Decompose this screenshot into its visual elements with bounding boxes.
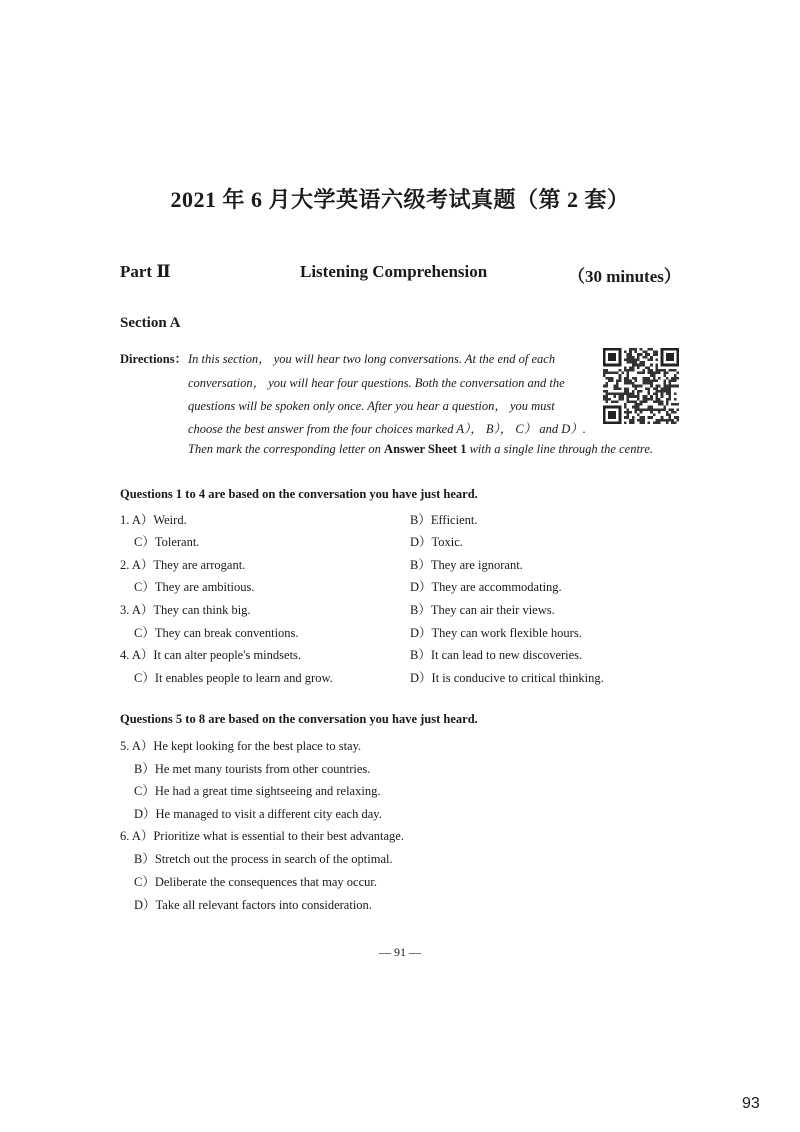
page-footer: — 91 — [379, 945, 421, 959]
question-option: B）They can air their views. [410, 603, 555, 617]
directions-line: choose the best answer from the four choices marked A）， B）， C） and D）. [188, 422, 586, 436]
question-option: D）They are accommodating. [410, 580, 562, 594]
question-option: C）It enables people to learn and grow. [134, 671, 333, 685]
question-option: D）Take all relevant factors into consideration. [134, 898, 372, 912]
directions-line: conversation， you will hear four questions. Both the conversation and the [188, 376, 565, 390]
directions-line-last: Then mark the corresponding letter on Answer Sheet 1 with a single line through the centre. [188, 442, 654, 456]
question-option: D）He managed to visit a different city each day. [134, 807, 382, 821]
question-group-heading: Questions 5 to 8 are based on the conversation you have just heard. [120, 712, 478, 726]
question-option: D）Toxic. [410, 535, 463, 549]
question-group-heading: Questions 1 to 4 are based on the conversation you have just heard. [120, 487, 478, 501]
question-option: D）It is conducive to critical thinking. [410, 671, 604, 685]
question-option: C）They are ambitious. [134, 580, 255, 594]
question-option: 2. A）They are arrogant. [120, 558, 246, 572]
section-heading: Section A [120, 315, 181, 331]
question-option: C）He had a great time sightseeing and relaxing. [134, 784, 381, 798]
question-option: 3. A）They can think big. [120, 603, 251, 617]
answer-sheet-label: Answer Sheet 1 [384, 442, 467, 456]
question-option: B）He met many tourists from other countries. [134, 762, 371, 776]
question-option: D）They can work flexible hours. [410, 626, 582, 640]
qr-code [603, 348, 679, 424]
question-option: 5. A）He kept looking for the best place to stay. [120, 739, 362, 753]
page-title: 2021 年 6 月大学英语六级考试真题（第 2 套） [170, 187, 630, 212]
question-option: 4. A）It can alter people's mindsets. [120, 648, 302, 662]
question-option: B）Efficient. [410, 513, 478, 527]
directions-line: In this section， you will hear two long conversations. At the end of each [188, 352, 556, 366]
part-time: （30 minutes） [568, 267, 681, 286]
page-number: 93 [742, 1095, 760, 1112]
question-option: 6. A）Prioritize what is essential to their best advantage. [120, 829, 404, 843]
directions-line: questions will be spoken only once. After you hear a question， you must [188, 399, 555, 413]
part-name: Listening Comprehension [300, 262, 488, 281]
question-option: C）Deliberate the consequences that may occur. [134, 875, 377, 889]
question-option: C）Tolerant. [134, 535, 200, 549]
question-option: B）Stretch out the process in search of the optimal. [134, 852, 393, 866]
question-option: C）They can break conventions. [134, 626, 299, 640]
directions-label: Directions： [120, 352, 188, 366]
part-number: Part Ⅱ [120, 262, 171, 281]
question-option: 1. A）Weird. [120, 513, 187, 527]
question-option: B）It can lead to new discoveries. [410, 648, 583, 662]
question-option: B）They are ignorant. [410, 558, 523, 572]
